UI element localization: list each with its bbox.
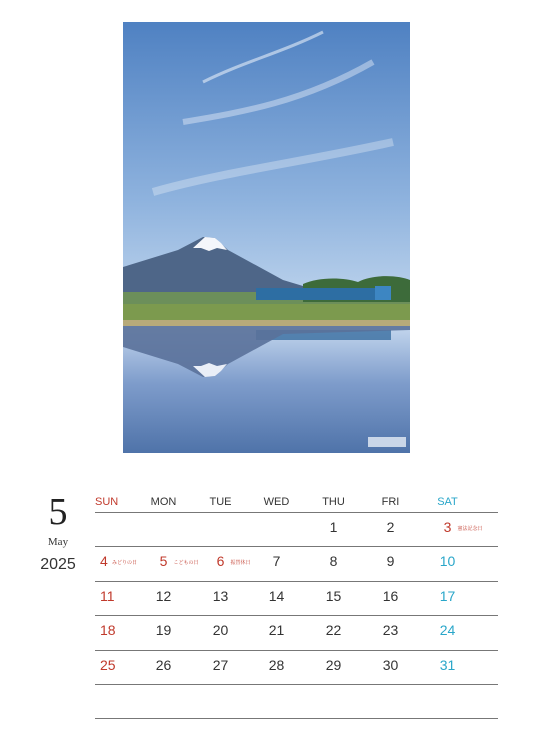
month-name: May [47, 536, 69, 548]
calendar-day-cell [248, 581, 305, 615]
day-number: 17 [439, 588, 456, 604]
day-number: 7 [272, 553, 281, 569]
day-number: 2 [386, 519, 395, 535]
weekday-header-sat: SAT [437, 496, 458, 508]
calendar-day-cell [305, 581, 362, 615]
year: 2025 [40, 556, 76, 573]
month-number: 5 [48, 491, 68, 533]
calendar-day-cell [362, 650, 419, 684]
row-divider [95, 718, 498, 719]
day-number: 25 [100, 657, 116, 673]
weekday-header-thu: THU [322, 496, 345, 508]
mount-fuji-train-photo [123, 22, 410, 453]
day-number: 26 [155, 657, 172, 673]
calendar-day-cell [248, 546, 305, 580]
calendar-day-cell [419, 512, 483, 546]
day-number: 15 [325, 588, 342, 604]
day-number: 13 [212, 588, 229, 604]
weekday-header-mon: MON [150, 496, 177, 508]
day-number: 14 [268, 588, 285, 604]
calendar-photo [123, 22, 410, 453]
day-number: 30 [382, 657, 399, 673]
holiday-label: こどもの日 [173, 560, 199, 566]
day-number: 21 [268, 622, 285, 638]
day-number: 18 [100, 622, 116, 638]
day-number: 3 [443, 519, 452, 535]
calendar-day-cell [248, 512, 305, 546]
calendar-day-cell [362, 546, 419, 580]
calendar-day-cell [135, 615, 192, 649]
calendar-day-cell [419, 581, 476, 615]
weekday-header-wed: WED [263, 496, 290, 508]
day-number: 9 [386, 553, 395, 569]
day-number: 19 [155, 622, 172, 638]
day-number: 29 [325, 657, 342, 673]
calendar-day-cell [192, 650, 249, 684]
calendar-day-cell [192, 512, 249, 546]
calendar-day-cell [362, 512, 419, 546]
holiday-label: 憲法記念日 [457, 526, 483, 532]
calendar-day-cell [248, 650, 305, 684]
day-number: 22 [325, 622, 342, 638]
weekday-header-fri: FRI [381, 496, 400, 508]
weekday-header-sun: SUN [95, 496, 119, 508]
day-number: 28 [268, 657, 285, 673]
day-number: 4 [100, 553, 108, 569]
day-number: 5 [159, 553, 168, 569]
calendar-day-cell [135, 546, 199, 580]
row-divider [95, 684, 498, 685]
calendar-day-cell [305, 650, 362, 684]
calendar-day-cell [419, 650, 476, 684]
calendar-day-cell [248, 615, 305, 649]
calendar-day-cell [305, 615, 362, 649]
calendar-day-cell [362, 615, 419, 649]
day-number: 31 [439, 657, 456, 673]
holiday-label: みどりの日 [112, 560, 138, 566]
day-number: 1 [329, 519, 338, 535]
calendar-day-cell [135, 581, 192, 615]
calendar-day-cell [305, 512, 362, 546]
calendar-day-cell [192, 546, 249, 580]
weekday-header-tue: TUE [209, 496, 232, 508]
day-number: 6 [216, 553, 225, 569]
day-number: 8 [329, 553, 338, 569]
calendar-day-cell [192, 581, 249, 615]
calendar-day-cell [135, 512, 192, 546]
calendar-day-cell [362, 581, 419, 615]
calendar-day-cell [305, 546, 362, 580]
day-number: 16 [382, 588, 399, 604]
calendar-day-cell [419, 615, 476, 649]
day-number: 11 [100, 588, 115, 604]
day-number: 20 [212, 622, 229, 638]
day-number: 27 [212, 657, 229, 673]
holiday-label: 振替休日 [230, 560, 251, 566]
day-number: 24 [439, 622, 456, 638]
day-number: 10 [439, 553, 456, 569]
day-number: 12 [155, 588, 172, 604]
calendar-day-cell [192, 615, 249, 649]
day-number: 23 [382, 622, 399, 638]
calendar-day-cell [419, 546, 476, 580]
calendar-day-cell [135, 650, 192, 684]
